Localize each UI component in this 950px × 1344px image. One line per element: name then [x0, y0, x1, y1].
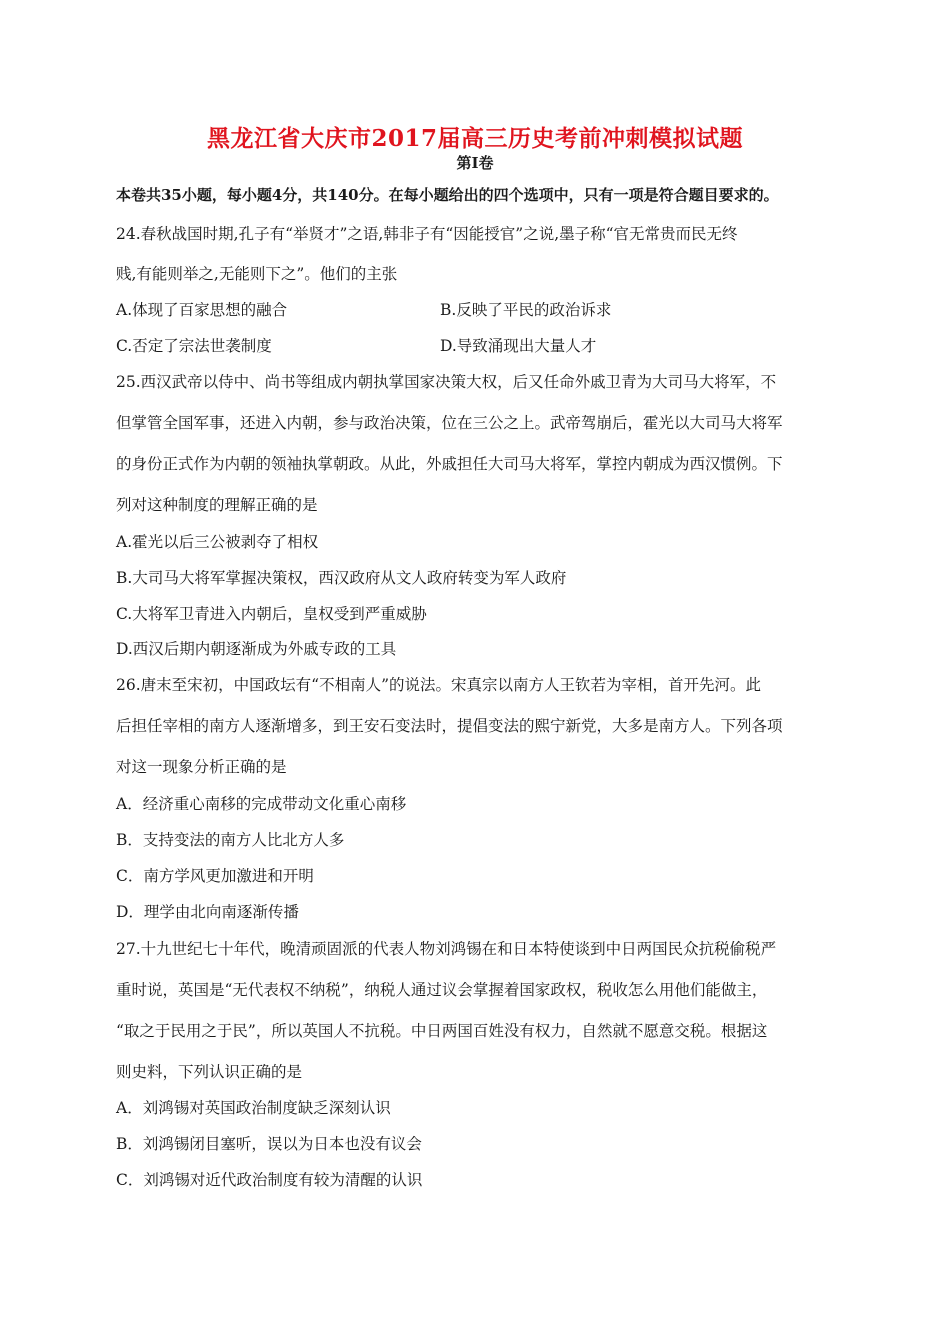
- q25-option-a: A.霍光以后三公被剥夺了相权: [116, 533, 319, 551]
- q24-stem-line-2: 贱,有能则举之,无能则下之”。他们的主张: [116, 265, 398, 283]
- q26-option-d: D．理学由北向南逐渐传播: [116, 903, 299, 921]
- q24-option-b: B.反映了平民的政治诉求: [440, 301, 612, 319]
- instructions: 本卷共35小题，每小题4分，共140分。在每小题给出的四个选项中，只有一项是符合题目要求的。: [116, 186, 779, 204]
- q27-stem-line-1: 27.十九世纪七十年代，晚清顽固派的代表人物刘鸿锡在和日本特使谈到中日两国民众抗税偷税严: [116, 940, 777, 958]
- page-title: 黑龙江省大庆市2017届高三历史考前冲刺模拟试题: [206, 125, 743, 152]
- q27-option-a: A．刘鸿锡对英国政治制度缺乏深刻认识: [116, 1099, 391, 1117]
- q24-option-d: D.导致涌现出大量人才: [440, 337, 597, 355]
- q27-option-b: B．刘鸿锡闭目塞听，误以为日本也没有议会: [116, 1135, 422, 1153]
- q27-stem-line-2: 重时说，英国是“无代表权不纳税”，纳税人通过议会掌握着国家政权，税收怎么用他们能做主，: [116, 981, 768, 999]
- q25-stem-line-1: 25.西汉武帝以侍中、尚书等组成内朝执掌国家决策大权，后又任命外戚卫青为大司马大将军，不: [116, 373, 777, 391]
- q24-option-a: A.体现了百家思想的融合: [116, 301, 288, 319]
- q26-option-b: B．支持变法的南方人比北方人多: [116, 831, 345, 849]
- q24-option-c: C.否定了宗法世袭制度: [116, 337, 272, 355]
- q27-stem-line-4: 则史料，下列认识正确的是: [116, 1063, 303, 1081]
- q26-stem-line-1: 26.唐末至宋初，中国政坛有“不相南人”的说法。宋真宗以南方人王钦若为宰相，首开先河。此: [116, 676, 762, 694]
- section-title: 第Ⅰ卷: [456, 154, 494, 172]
- q25-option-d: D.西汉后期内朝逐渐成为外戚专政的工具: [116, 640, 397, 658]
- q27-option-c: C．刘鸿锡对近代政治制度有较为清醒的认识: [116, 1171, 423, 1189]
- q25-option-b: B.大司马大将军掌握决策权，西汉政府从文人政府转变为军人政府: [116, 569, 567, 587]
- q25-stem-line-2: 但掌管全国军事，还进入内朝，参与政治决策，位在三公之上。武帝驾崩后，霍光以大司马大将军: [116, 414, 783, 432]
- q25-stem-line-3: 的身份正式作为内朝的领袖执掌朝政。从此，外戚担任大司马大将军，掌控内朝成为西汉惯例。下: [116, 455, 783, 473]
- q26-option-a: A．经济重心南移的完成带动文化重心南移: [116, 795, 407, 813]
- q27-stem-line-3: “取之于民用之于民”，所以英国人不抗税。中日两国百姓没有权力，自然就不愿意交税。根据这: [116, 1022, 768, 1040]
- q26-stem-line-2: 后担任宰相的南方人逐渐增多，到王安石变法时，提倡变法的熙宁新党，大多是南方人。下列各项: [116, 717, 783, 735]
- q25-option-c: C.大将军卫青进入内朝后，皇权受到严重威胁: [116, 605, 427, 623]
- q25-stem-line-4: 列对这种制度的理解正确的是: [116, 496, 318, 514]
- q26-stem-line-3: 对这一现象分析正确的是: [116, 758, 287, 776]
- q24-stem-line-1: 24.春秋战国时期,孔子有“举贤才”之语,韩非子有“因能授官”之说,墨子称“官无常贵而民无终: [116, 225, 738, 243]
- q26-option-c: C．南方学风更加激进和开明: [116, 867, 314, 885]
